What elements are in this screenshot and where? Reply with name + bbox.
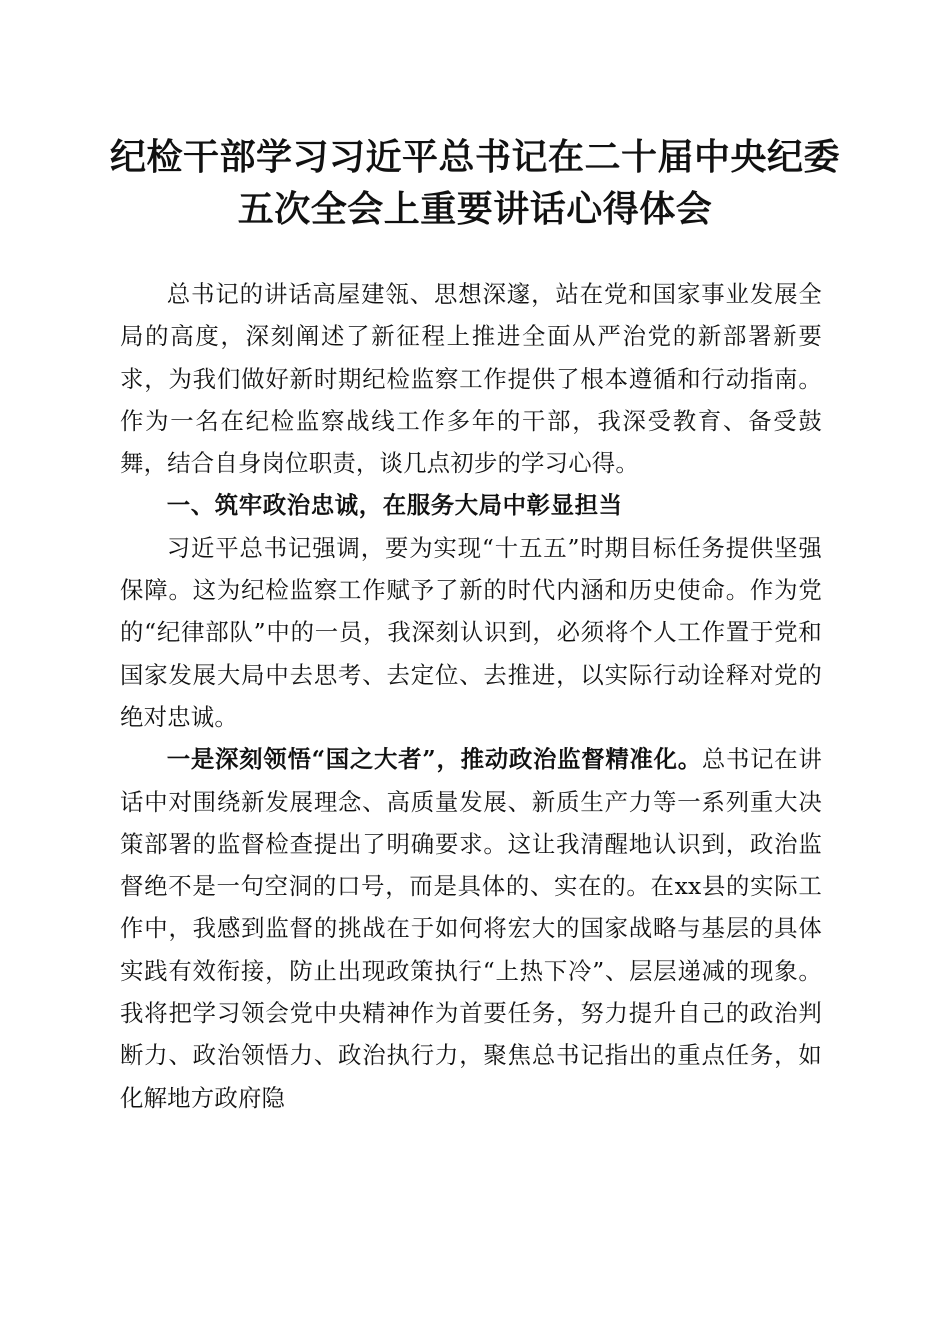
document-title <box>100 131 850 235</box>
point-1-lead: 一是深刻领悟“国之大者”，推动政治监督精准化。 <box>166 745 702 774</box>
paragraph-point-1 <box>120 738 822 1119</box>
paragraph-intro: 总书记的讲话高屋建瓴、思想深邃，站在党和国家事业发展全局的高度，深刻阐述了新征程上推进全面从严治党的新部署新要求，为我们做好新时期纪检监察工作提供了根本遵循和行动指南。作为一名在纪检监察战线工作多年的干部，我深受教育、备受鼓舞，结合自身岗位职责，谈几点初步的学习心得。 <box>120 280 822 478</box>
title-line-2: 五次全会上重要讲话心得体会 <box>237 188 713 230</box>
title-line-1: 纪检干部学习习近平总书记在二十届中央纪委 <box>109 136 840 178</box>
point-1-text: 总书记在讲话中对围绕新发展理念、高质量发展、新质生产力等一系列重大决策部署的监督检查提出了明确要求。这让我清醒地认识到，政治监督绝不是一句空洞的口号，而是具体的、实在的。在xx县的实际工作中，我感到监督的挑战在于如何将宏大的国家战略与基层的具体实践有效衔接，防止出现政策执行“上热下冷”、层层递减的现象。我将把学习领会党中央精神作为首要任务，努力提升自己的政治判断力、政治领悟力、政治执行力，聚焦总书记指出的重点任务，如化解地方政府隐 <box>120 745 822 1112</box>
section-heading-1: 一、筑牢政治忠诚，在服务大局中彰显担当 <box>166 491 623 520</box>
document-body <box>120 273 822 1119</box>
paragraph-section-1: 习近平总书记强调，要为实现“十五五”时期目标任务提供坚强保障。这为纪检监察工作赋予了新的时代内涵和历史使命。作为党的“纪律部队”中的一员，我深刻认识到，必须将个人工作置于党和国家发展大局中去思考、去定位、去推进，以实际行动诠释对党的绝对忠诚。 <box>120 533 822 731</box>
